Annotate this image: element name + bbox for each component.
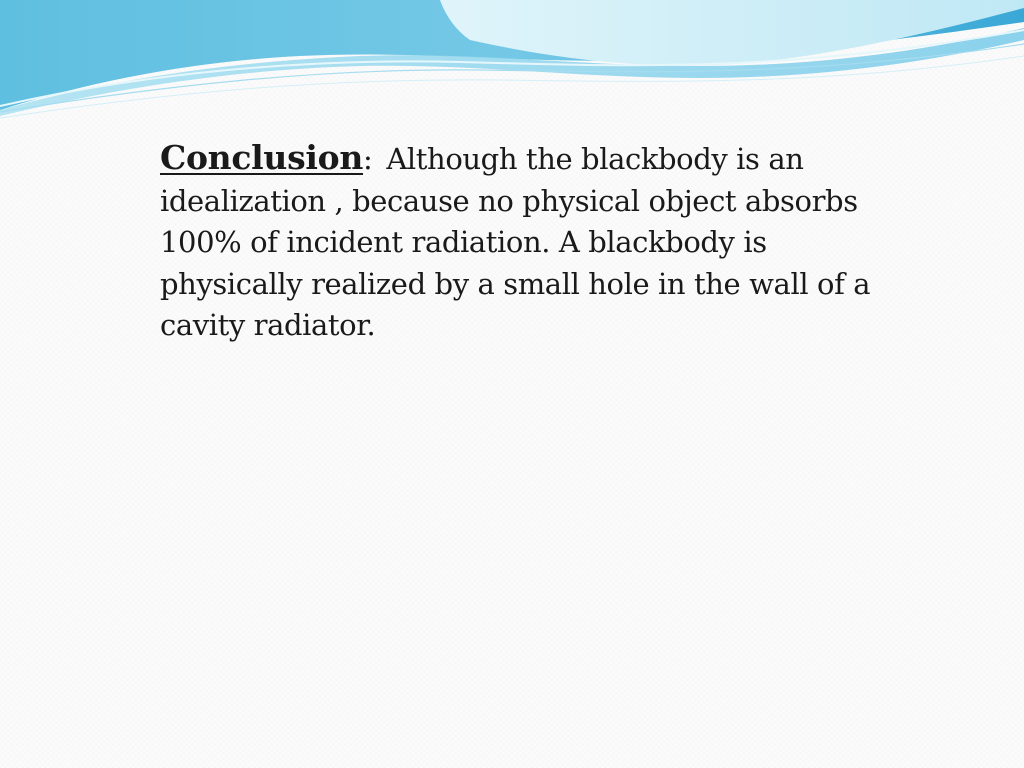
conclusion-heading: Conclusion: [160, 138, 364, 177]
conclusion-body-text: Although the blackbody is an idealization , because no physical object absorbs 100% of incident radiation. A blackbody is physically realized by a small hole in the wall of a cavity radiator.: [160, 142, 871, 342]
wave-header-decoration: [0, 0, 1024, 130]
heading-separator: :: [363, 142, 373, 176]
conclusion-paragraph: [160, 137, 900, 347]
